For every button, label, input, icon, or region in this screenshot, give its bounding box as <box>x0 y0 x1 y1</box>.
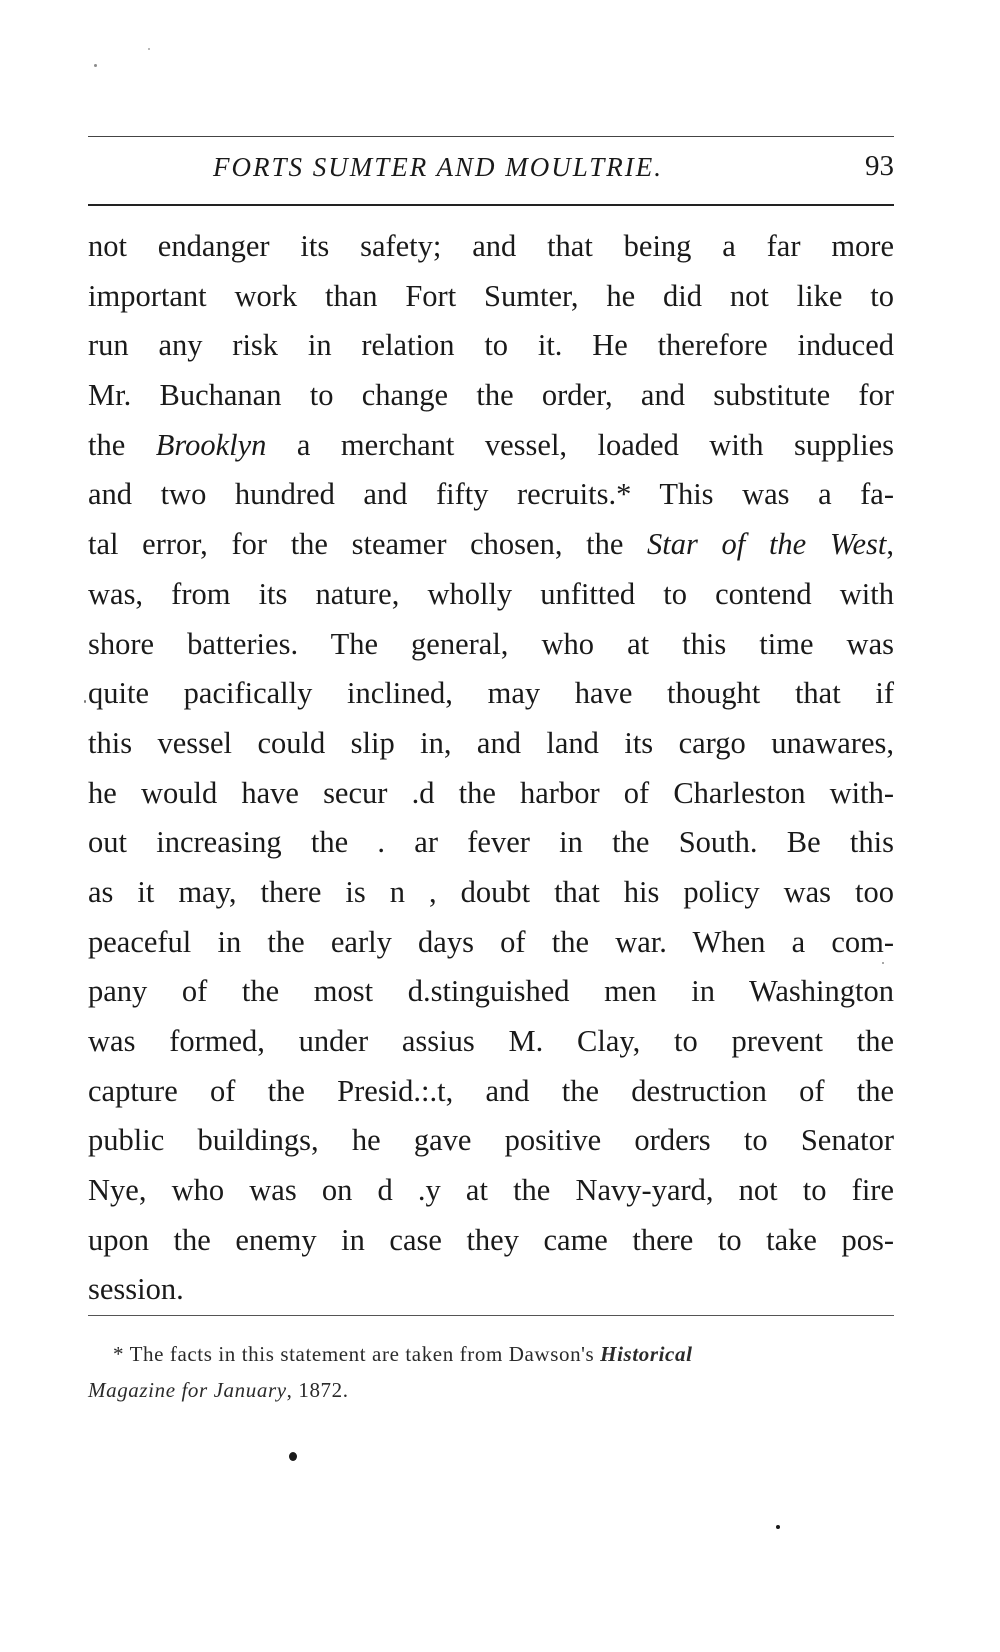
ship-name-brooklyn: Brooklyn <box>155 427 267 462</box>
footnote-line: * The facts in this statement are taken from Dawson's Historical <box>113 1342 693 1366</box>
text-line: and two hundred and fifty recruits.* This was a fa- <box>88 477 894 512</box>
print-speck <box>776 1525 780 1529</box>
text-line: this vessel could slip in, and land its cargo unawares, <box>88 725 894 760</box>
footnote-rule <box>88 1315 894 1316</box>
text-line: the Brooklyn a merchant vessel, loaded with supplies <box>88 427 894 462</box>
text-line: he would have secur .d the harbor of Charleston with- <box>88 775 894 810</box>
text-line: important work than Fort Sumter, he did not like to <box>88 278 894 313</box>
footnote-title: Historical <box>600 1342 693 1366</box>
text-line: Nye, who was on d .y at the Navy-yard, not to fire <box>88 1173 894 1208</box>
text-line: run any risk in relation to it. He therefore induced <box>88 328 894 363</box>
text-line: shore batteries. The general, who at this time was <box>88 626 894 661</box>
print-speck <box>94 64 97 67</box>
text-line: public buildings, he gave positive orders to Senator <box>88 1123 894 1158</box>
footnote <box>88 1336 894 1408</box>
print-speck <box>289 1452 297 1461</box>
footnote-title: Magazine for January <box>88 1378 287 1402</box>
print-speck <box>84 700 86 703</box>
top-rule <box>88 136 894 137</box>
body-text <box>88 222 894 1315</box>
print-speck <box>882 962 884 964</box>
text-line: was, from its nature, wholly unfitted to contend with <box>88 576 894 611</box>
text-line: was formed, under assius M. Clay, to prevent the <box>88 1024 894 1058</box>
running-head <box>88 152 894 192</box>
text-line: Mr. Buchanan to change the order, and substitute for <box>88 378 894 413</box>
ship-name-star-of-the-west: Star of the West <box>647 527 887 562</box>
text-line: session. <box>88 1272 184 1307</box>
text-line: not endanger its safety; and that being a far more <box>88 229 894 263</box>
text-line: as it may, there is n , doubt that his policy was too <box>88 874 894 909</box>
print-speck <box>148 48 150 50</box>
text-line: peaceful in the early days of the war. When a com- <box>88 924 894 959</box>
text-line: capture of the Presid.:.t, and the destruction of the <box>88 1073 894 1108</box>
header-rule <box>88 204 894 206</box>
text-line: pany of the most d.stinguished men in Washington <box>88 974 894 1009</box>
text-line: tal error, for the steamer chosen, the Star of the West, <box>88 527 894 562</box>
page-number: 93 <box>865 150 894 182</box>
text-line: upon the enemy in case they came there to take pos- <box>88 1222 894 1257</box>
running-title: FORTS SUMTER AND MOULTRIE. <box>213 152 663 182</box>
text-line: quite pacifically inclined, may have thought that if <box>88 676 894 711</box>
footnote-line: Magazine for January, 1872. <box>88 1378 349 1402</box>
text-line: out increasing the . ar fever in the South. Be this <box>88 825 894 860</box>
